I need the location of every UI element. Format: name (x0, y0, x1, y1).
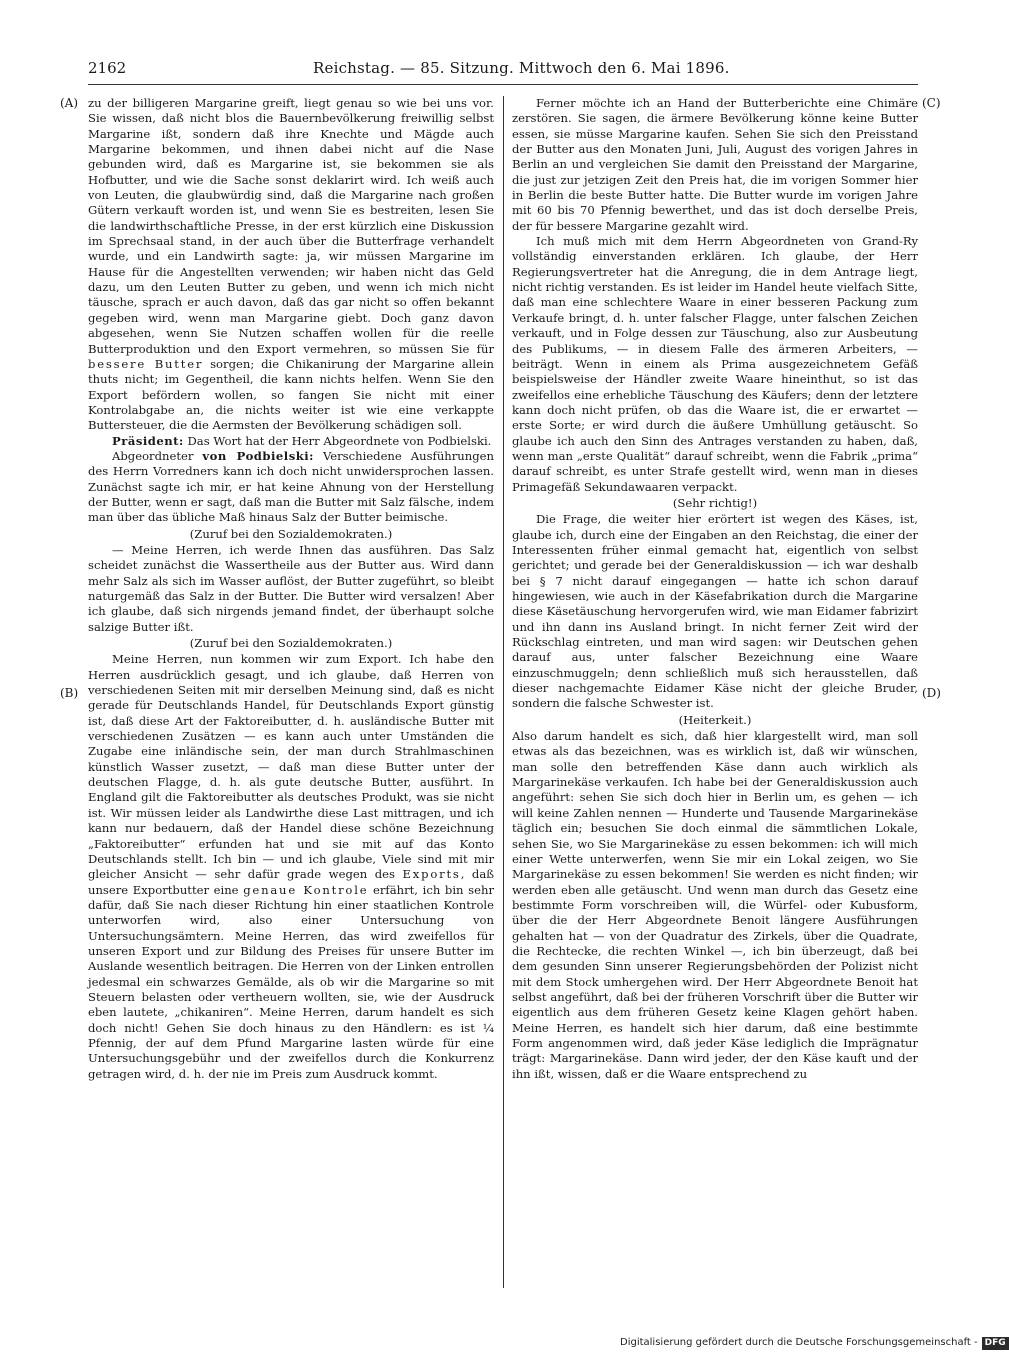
margin-marker-b: (B) (60, 686, 79, 700)
dfg-logo: DFG (982, 1337, 1009, 1350)
speaker-name: Präsident: (112, 433, 184, 448)
paragraph: Ferner möchte ich an Hand der Butterberichte eine Chimäre zerstören. Sie sagen, die ärmere Bevölkerung könne keine Butter essen, sie müsse Margarine kaufen. Sehen Sie sich den Preisstand der Butter aus den Monaten Juni, Juli, August des vorigen Jahres in Berlin an und vergleichen Sie damit den Preisstand der Margarine, die just zur jetzigen Zeit den Preis hat, die im vorigen Sommer hier in Berlin die beste Butter hatte. Die Butter wurde im vorigen Jahre mit 60 bis 70 Pfennig bewerthet, und das ist doch derselbe Preis, der für bessere Margarine gezahlt wird. (512, 96, 918, 233)
right-column (512, 96, 918, 1288)
paragraph: Also darum handelt es sich, daß hier klargestellt wird, man soll etwas als das bezeichnen, was es wirklich ist, daß wir wünschen, man solle den betreffenden Käse dann auch wirklich als Margarinekäse verkaufen. Ich habe bei der Generaldiskussion auch angeführt: sehen Sie sich doch hier in Berlin um, es gehen — ich will keine Zahlen nennen — Hunderte und Tausende Margarinekäse täglich ein; besuchen Sie doch einmal die sämmtlichen Lokale, sehen Sie, wo Sie Margarinekäse zu essen bekommen: ich will mich einer Wette unterwerfen, wenn Sie mir ein Lokal zeigen, wo Sie Margarinekäse zu essen bekommen! Sie werden es nicht finden; wir werden eben alle getäuscht. Und wenn man durch das Gesetz eine bestimmte Form vorschreiben will, die Würfel- oder Kubusform, über die der Herr Abgeordnete Benoit längere Ausführungen gehalten hat — von der Quadratur des Zirkels, über die Quadrate, die Rechtecke, die rechten Winkel —, ich bin überzeugt, daß bei dem gesunden Sinn unserer Regierungsbehörden der Polizist nicht mit dem Stock umhergehen wird. Der Herr Abgeordnete Benoit hat selbst angeführt, daß bei der früheren Vorschrift über die Butter wir eigentlich aus dem früheren Gesetz keine Klagen gehört haben. Meine Herren, es handelt sich hier darum, daß eine bestimmte Form angenommen wird, daß jeder Käse lediglich die Imprägnatur trägt: Margarinekäse. Dann wird jeder, der den Käse kauft und der ihn ißt, wissen, daß er die Waare entsprechend zu (512, 729, 918, 1081)
footer-text: Digitalisierung gefördert durch die Deutsche Forschungsgemeinschaft - (620, 1337, 978, 1348)
paragraph: Die Frage, die weiter hier erörtert ist wegen des Käses, ist, glaube ich, durch eine der Eingaben an den Reichstag, die einer der Interessenten früher einmal gemacht hat, eigentlich von selbst gerichtet; und gerade bei der Generaldiskussion — ich war deshalb bei § 7 nicht darauf eingegangen — hatte ich schon darauf hingewiesen, wie auch in der Käsefabrikation durch die Margarine diese Käsetäuschung hervorgerufen wird, wie man Eidamer fabrizirt und ihn dann ins Ausland bringt. In nicht ferner Zeit wird der Rückschlag eintreten, und man wird sagen: wir Deutschen gehen darauf aus, unter falscher Bezeichnung eine Waare einzuschmuggeln; denn schließlich muß sich herausstellen, daß dieser nachgemachte Eidamer Käse nicht der gleiche Bruder, sondern die falsche Schwester ist. (512, 512, 918, 711)
margin-marker-d: (D) (922, 686, 941, 700)
paragraph: — Meine Herren, ich werde Ihnen das ausführen. Das Salz scheidet zunächst die Wassertheile aus der Butter aus. Wird dann mehr Salz als sich im Wasser auflöst, der Butter zugeführt, so bleibt naturgemäß das Salz in der Butter. Die Butter wird versalzen! Aber ich glaube, daß sich nirgends jemand findet, der überhaupt solche salzige Butter ißt. (88, 542, 494, 634)
running-title: Reichstag. — 85. Sitzung. Mittwoch den 6. Mai 1896. (313, 59, 730, 77)
column-divider (503, 96, 504, 1288)
interjection: (Sehr richtig!) (672, 495, 758, 510)
paragraph-podbielski: Abgeordneter von Podbielski: Verschiedene Ausführungen des Herrn Vorredners kann ich doch nicht unwidersprochen lassen. Zunächst sagte ich mir, er hat keine Ahnung von der Herstellung der Butter, wenn er sagt, daß man die Butter mit Salz fälsche, indem man über das übliche Maß hinaus Salz der Butter beimische. (88, 448, 494, 525)
left-column (88, 96, 494, 1288)
interjection: (Zuruf bei den Sozialdemokraten.) (189, 636, 393, 651)
paragraph-president: Präsident: Das Wort hat der Herr Abgeordnete von Podbielski. (112, 433, 492, 448)
interjection: (Zuruf bei den Sozialdemokraten.) (189, 526, 393, 541)
paragraph: Meine Herren, nun kommen wir zum Export. Ich habe den Herren ausdrücklich gesagt, und ich glaube, daß Herren von verschiedenen Seiten mit mir derselben Meinung sind, daß es nicht gerade für Deutschlands Handel, für Deutschlands Export günstig ist, daß diese Art der Faktoreibutter, d. h. ausländische Butter mit verschiedenen Zusätzen — es kann auch unter Umständen die Zugabe eine inländische sein, der man durch Strahlmaschinen künstlich Wasser zusetzt, — daß man diese Butter unter der deutschen Flagge, d. h. als gute deutsche Butter, ausführt. In England gilt die Faktoreibutter als deutsches Produkt, was sie nicht ist. Wir müssen leider als Landwirthe diese Last mittragen, und ich kann nur bedauern, daß der Handel diese schöne Bezeichnung „Faktoreibutter“ erfunden hat und sie mit auf das Konto Deutschlands stellt. Ich bin — und ich glaube, Viele sind mit mir gleicher Ansicht — sehr dafür grade wegen des Exports, daß unsere Exportbutter eine genaue Kontrole erfährt, ich bin sehr dafür, daß Sie nach dieser Richtung hin einer staatlichen Kontrole unterworfen wird, also einer Untersuchung von Untersuchungsämtern. Meine Herren, das wird zweifellos für unseren Export und zur Bildung des Preises für unsere Butter im Auslande wesentlich beitragen. Die Herren von der Linken entrollen jedesmal ein schwarzes Gemälde, als ob wir die Margarine so mit Steuern belasten oder vertheuern wollten, sie, wie der Ausdruck eben lautete, „chikaniren“. Meine Herren, darum handelt es sich doch nicht! Gehen Sie doch hinaus zu den Händlern: es ist ¼ Pfennig, der auf dem Pfund Margarine lasten würde für eine Untersuchungsgebühr und der zweifellos durch die Konkurrenz getragen wird, d. h. der nie im Preis zum Ausdruck kommt. (88, 652, 494, 1081)
header-rule (88, 84, 918, 85)
paragraph: zu der billigeren Margarine greift, liegt genau so wie bei uns vor. Sie wissen, daß nicht blos die Bauernbevölkerung freiwillig selbst Margarine ißt, sondern daß ihre Knechte und Mägde auch Margarine bekommen, und ihnen dabei nicht auf die Nase gebunden wird, daß es Margarine ist, sie bekommen sie als Hofbutter, und wie die Sache sonst deklarirt wird. Ich weiß auch von Leuten, die glaubwürdig sind, daß die Margarine nach großen Gütern verkauft worden ist, und wenn Sie es bestreiten, lesen Sie die landwirthschaftliche Presse, in der erst kürzlich eine Diskussion im Sprechsaal stand, in der auch über die Butterfrage verhandelt wurde, und ein Landwirth sagte: ja, wir müssen Margarine im Hause für die Angestellten verwenden; wir haben nicht das Geld dazu, um den Leuten Butter zu geben, und wenn ich mich nicht täusche, sprach er auch davon, daß das gar nicht so offen bekannt gegeben wird, wenn man Margarine giebt. Doch ganz davon abgesehen, wenn Sie Nutzen schaffen wollen für die reelle Butterproduktion und den Export vermehren, so müssen Sie für bessere Butter sorgen; die Chikanirung der Margarine allein thuts nicht; im Gegentheil, die kann nichts helfen. Wenn Sie den Export befördern wollen, so fangen Sie nicht mit einer Kontrolabgabe an, die nichts weiter ist wie eine verkappte Buttersteuer, die die Aermsten der Bevölkerung schädigen soll. (88, 96, 495, 433)
margin-marker-c: (C) (922, 96, 941, 110)
paragraph: Ich muß mich mit dem Herrn Abgeordneten von Grand-Ry vollständig einverstanden erklären. Ich glaube, der Herr Regierungsvertreter hat die Anregung, die in dem Antrage liegt, nicht richtig verstanden. Es ist leider im Handel heute vielfach Sitte, daß man eine schlechtere Waare in einer besseren Packung zum Verkaufe bringt, d. h. unter falscher Flagge, unter falschen Zeichen verkauft, und in Folge dessen zur Täuschung, also zur Ausbeutung des Publikums, — in diesem Falle des ärmeren Arbeiters, — beiträgt. Wenn in einem als Prima ausgezeichnetem Gefäß beispielsweise der Händler zweite Waare hineinthut, so ist das zweifellos eine erhebliche Täuschung des Käufers; denn der letztere kann doch nicht prüfen, ob das die Waare ist, die er erwartet — erste Sorte; er wird durch die äußere Umhüllung getäuscht. So glaube ich auch den Sinn des Antrages verstanden zu haben, daß, wenn man „erste Qualität“ darauf schreibt, wenn die Fabrik „prima“ darauf schreibt, es unter Strafe gestellt wird, wenn man in dieses Primagefäß Sekundawaaren verpackt. (512, 234, 918, 494)
page-number: 2162 (88, 59, 127, 77)
page-header (88, 56, 920, 80)
interjection: (Heiterkeit.) (678, 712, 752, 727)
speaker-name: von Podbielski: (202, 448, 314, 463)
margin-marker-a: (A) (60, 96, 79, 110)
footer-credit (620, 1336, 1006, 1350)
